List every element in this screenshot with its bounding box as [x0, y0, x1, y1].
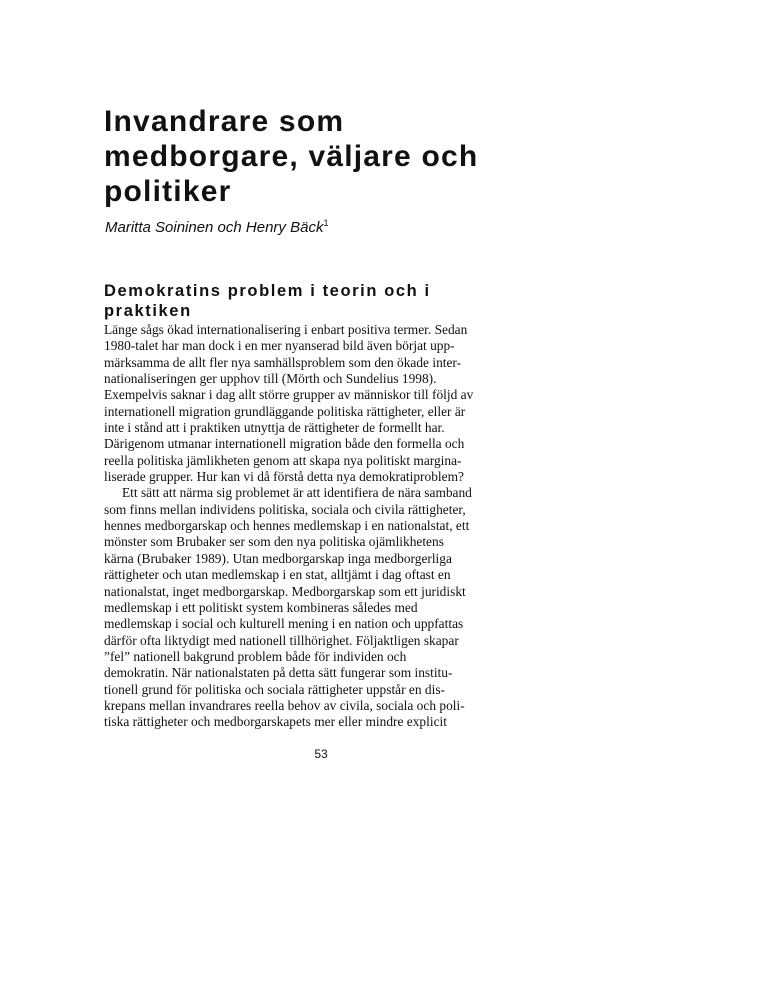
body-line: inte i stånd att i praktiken utnyttja de rättigheter de formellt har. — [104, 420, 445, 436]
section-heading-line: Demokratins problem i teorin och i — [104, 282, 431, 300]
body-line: demokratin. När nationalstaten på detta sätt fungerar som institu- — [104, 665, 453, 681]
page-number: 53 — [314, 747, 328, 761]
body-line: internationell migration grundläggande politiska rättigheter, eller är — [104, 403, 466, 419]
body-line: krepans mellan invandrares reella behov av civila, sociala och poli- — [104, 697, 465, 713]
body-line: kärna (Brubaker 1989). Utan medborgarskap inga medborgerliga — [104, 550, 452, 566]
body-line: reella politiska jämlikheten genom att skapa nya politiskt margina- — [104, 452, 462, 468]
body-line: hennes medborgarskap och hennes medlemskap i en nationalstat, ett — [104, 518, 470, 534]
body-line: 1980-talet har man dock i en mer nyanserad bild även börjat upp- — [104, 338, 455, 354]
chapter-title-line: medborgare, väljare och — [104, 140, 479, 173]
chapter-authors — [105, 219, 328, 237]
body-line: mönster som Brubaker ser som den nya politiska ojämlikhetens — [104, 534, 444, 550]
body-line: tionell grund för politiska och sociala rättigheter uppstår en dis- — [104, 681, 445, 697]
authors-text: Maritta Soininen och Henry Bäck — [105, 219, 324, 236]
body-line: liserade grupper. Hur kan vi då förstå detta nya demokratiproblem? — [104, 469, 464, 485]
body-line: Därigenom utmanar internationell migration både den formella och — [104, 436, 465, 452]
body-line: medlemskap i social och kulturell mening i en nation och uppfattas — [104, 616, 464, 632]
section-heading — [104, 281, 524, 321]
body-line: ”fel” nationell bakgrund problem både för individen och — [104, 648, 407, 664]
body-line: därför ofta liktydigt med nationell tillhörighet. Följaktligen skapar — [104, 632, 459, 648]
body-text — [104, 322, 524, 731]
body-line: medlemskap i ett politiskt system kombineras således med — [104, 599, 418, 615]
section-heading-line: praktiken — [104, 302, 192, 320]
body-line: nationaliseringen ger upphov till (Mörth och Sundelius 1998). — [104, 371, 437, 387]
body-line: tiska rättigheter och medborgarskapets mer eller mindre explicit — [104, 714, 447, 730]
body-line: märksamma de allt fler nya samhällsproblem som den ökade inter- — [104, 354, 462, 370]
body-line: rättigheter och utan medlemskap i en stat, alltjämt i dag oftast en — [104, 567, 451, 583]
body-line: Länge sågs ökad internationalisering i enbart positiva termer. Sedan — [104, 322, 468, 337]
chapter-title-line: Invandrare som — [104, 105, 345, 138]
footnote-marker: 1 — [323, 218, 329, 228]
body-line: nationalstat, inget medborgarskap. Medborgarskap som ett juridiskt — [104, 583, 466, 599]
chapter-title — [104, 104, 564, 209]
body-line: Exempelvis saknar i dag allt större grupper av människor till följd av — [104, 387, 474, 403]
body-line: som finns mellan individens politiska, sociala och civila rättigheter, — [104, 501, 466, 517]
body-line-paragraph-start: Ett sätt att närma sig problemet är att identifiera de nära samband — [122, 485, 472, 501]
chapter-title-line: politiker — [104, 175, 232, 208]
